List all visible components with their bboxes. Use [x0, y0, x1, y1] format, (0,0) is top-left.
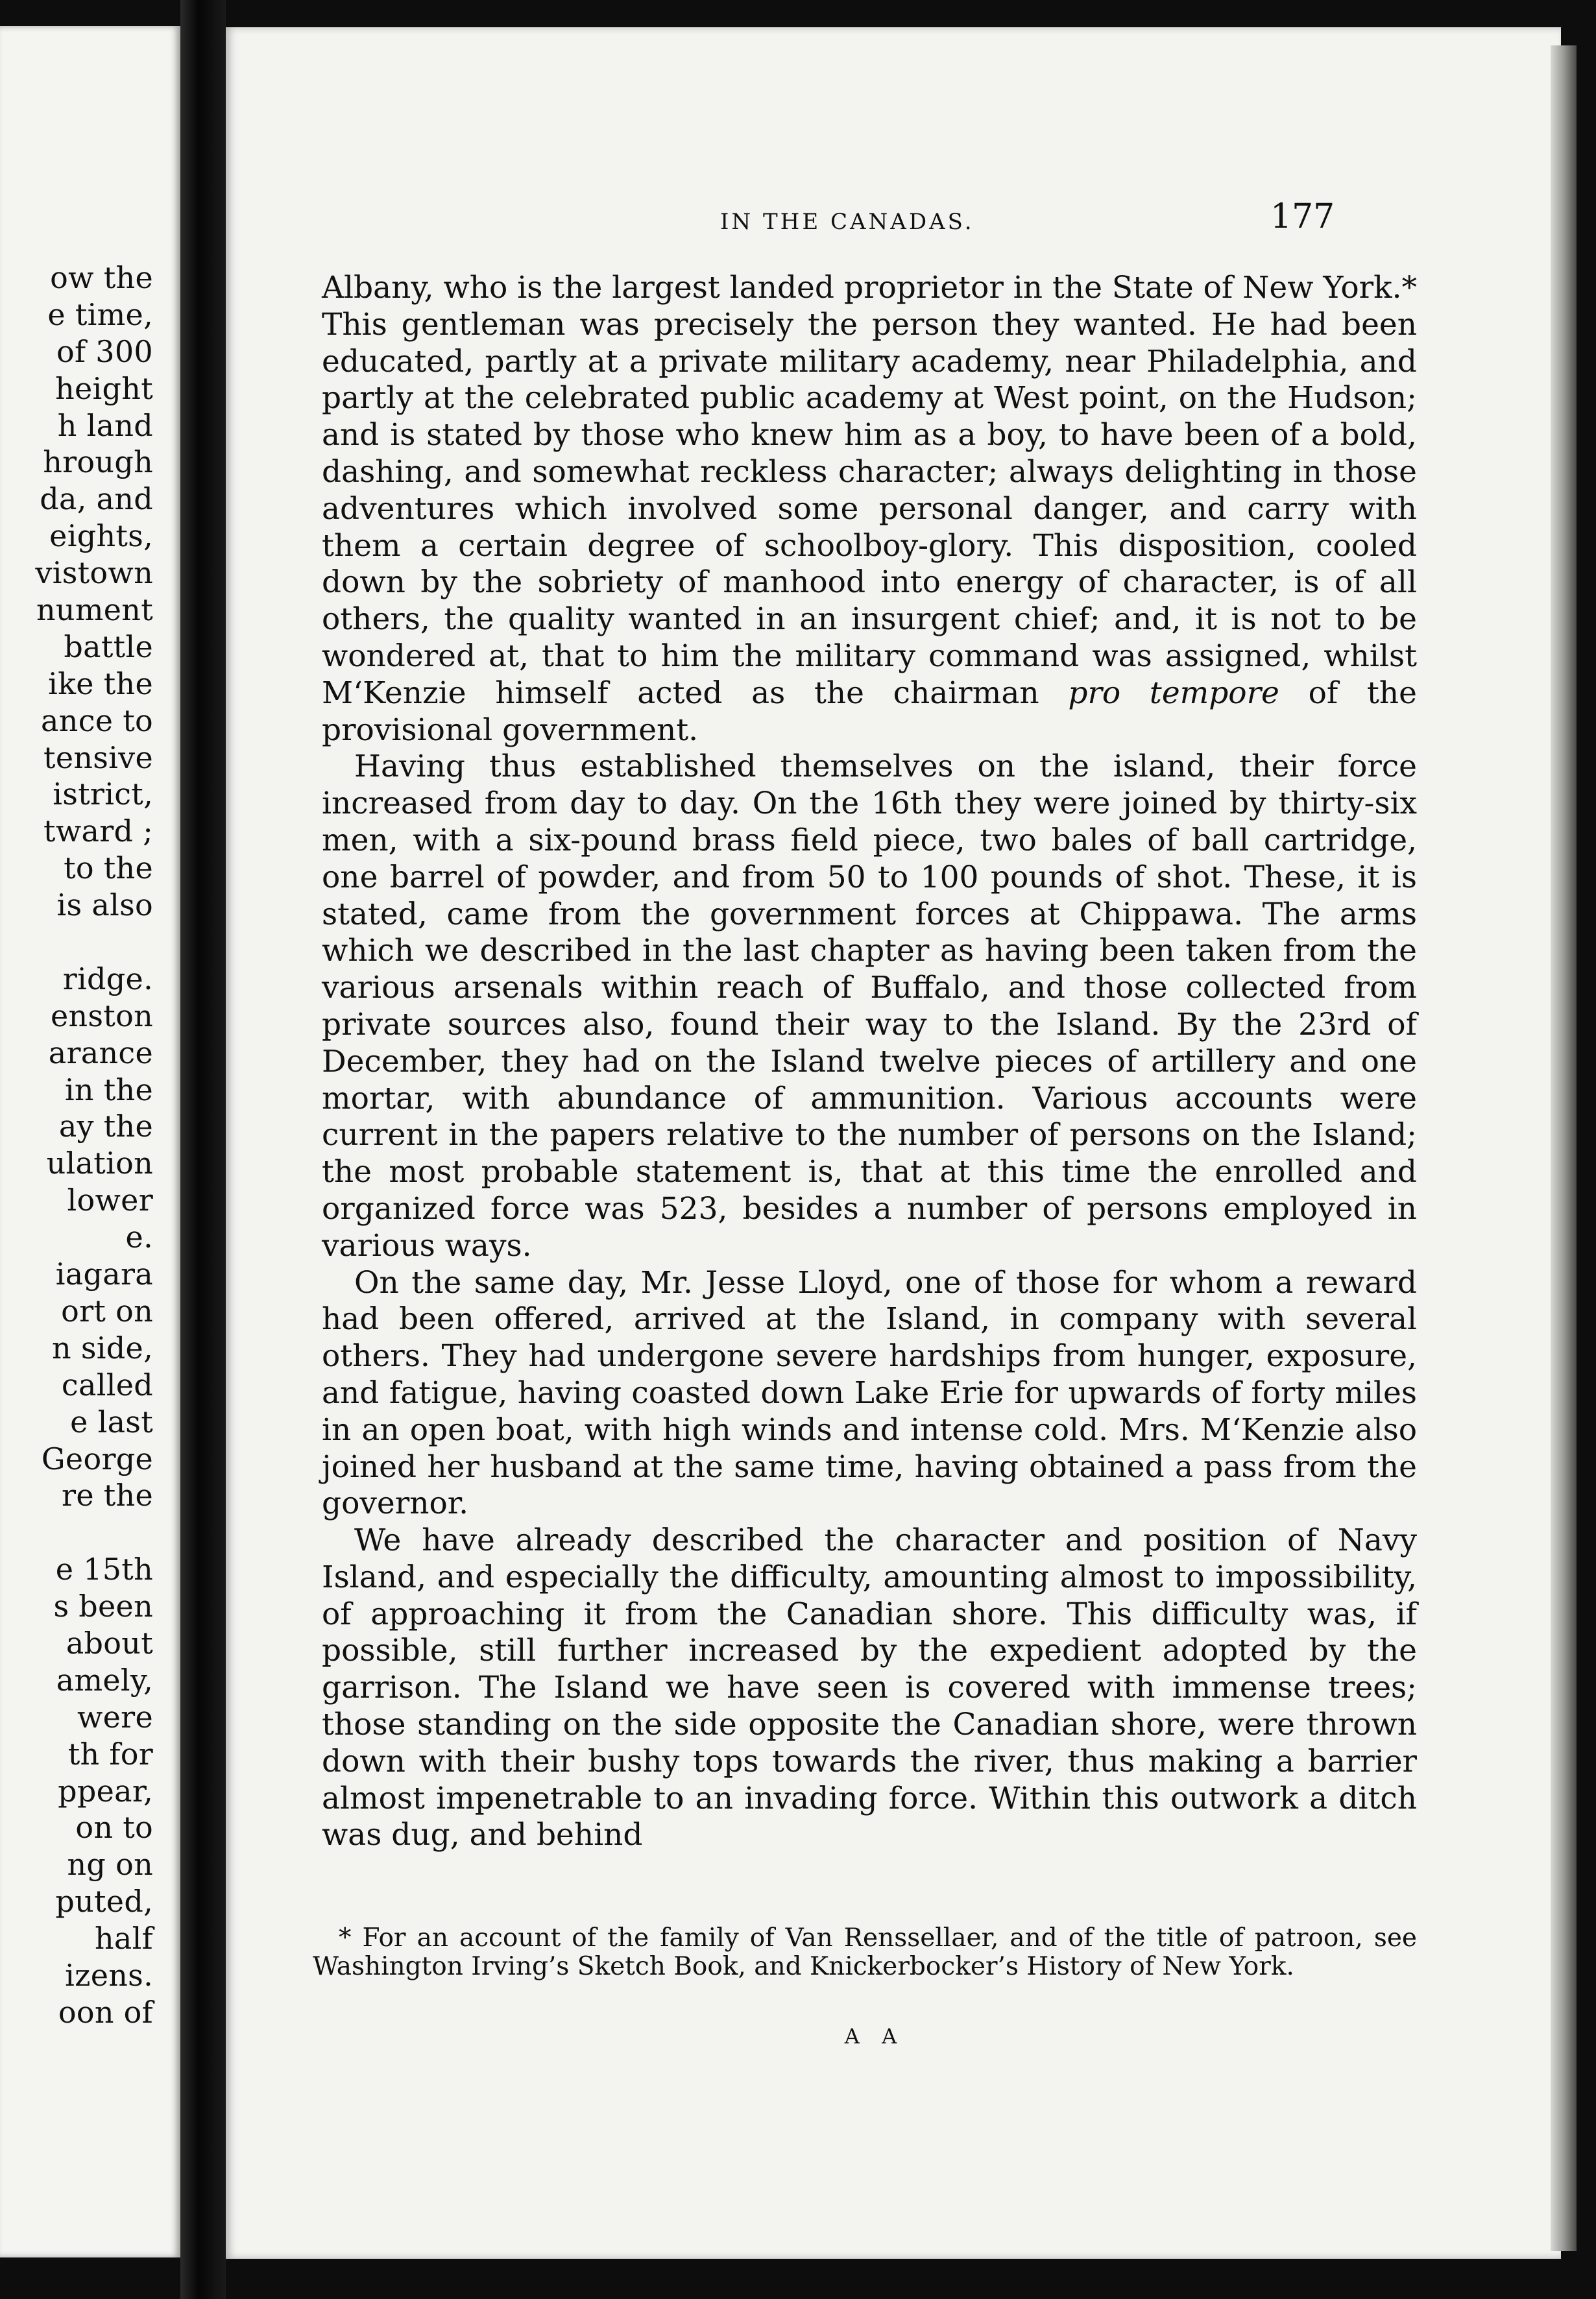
facing-page-line: ng on	[67, 1847, 153, 1883]
facing-page-line: battle	[64, 629, 153, 664]
facing-page-line: e 15th	[55, 1552, 153, 1587]
paragraph-1	[322, 270, 1417, 749]
facing-page-line	[35, 1514, 153, 1551]
facing-page-line: lower	[67, 1183, 153, 1218]
facing-page-line: oon of	[58, 1994, 153, 2030]
facing-page-line: on to	[75, 1810, 153, 1846]
facing-page-line: in the	[64, 1072, 153, 1107]
facing-page-line: tward ;	[43, 813, 153, 849]
page-edge	[1551, 45, 1577, 2251]
facing-page-line: is also	[56, 887, 153, 923]
facing-page-line: were	[77, 1699, 153, 1735]
facing-page-left	[0, 26, 180, 2257]
facing-page-line: re the	[62, 1478, 153, 1513]
facing-page-line: puted,	[55, 1884, 153, 1920]
facing-page-line: e last	[70, 1404, 153, 1439]
facing-page-line: ay the	[58, 1109, 153, 1144]
footnote: * For an account of the family of Van Renssellaer, and of the title of patroon, see Washington Irving’s Sketch Book, and Knickerbocker’s History of New York.	[313, 1923, 1417, 1981]
italic-phrase: pro tempore	[1068, 675, 1279, 711]
facing-page-line: istrict,	[53, 776, 153, 812]
facing-page-line: arance	[48, 1035, 153, 1070]
facing-page-line: George	[41, 1441, 153, 1476]
running-head	[226, 197, 1561, 243]
facing-page-line: iagara	[55, 1257, 153, 1292]
facing-page-line: vistown	[35, 555, 153, 591]
facing-page-line: of 300	[56, 333, 153, 369]
signature-mark: A A	[844, 2024, 905, 2049]
facing-page-line: eights,	[49, 518, 153, 554]
facing-page-line: half	[95, 1921, 153, 1956]
book-page	[226, 27, 1561, 2259]
facing-page-line: h land	[57, 407, 153, 443]
facing-page-line: ike the	[48, 666, 153, 701]
running-title: IN THE CANADAS.	[720, 209, 974, 235]
facing-page-line: ppear,	[58, 1773, 153, 1809]
facing-page-line: enston	[50, 998, 153, 1033]
body-text	[322, 270, 1417, 1854]
facing-page-line: nument	[36, 592, 153, 628]
facing-page-text	[35, 259, 153, 2031]
facing-page-line: da, and	[40, 481, 153, 517]
paragraph-2: Having thus established themselves on the island, their force increased from day to day. On the 16th they were joined by thirty-six men, with a six-pound brass field piece, two bales of ball cartridge, one barrel of powder, and from 50 to 100 pounds of shot. These, it is stated, came from the government forces at Chippawa. The arms which we described in the last chapter as having been taken from the various arsenals within reach of Buffalo, and those collected from private sources also, found their way to the Island. By the 23rd of December, they had on the Island twelve pieces of artillery and one mortar, with abundance of ammunition. Various accounts were current in the papers relative to the number of persons on the Island; the most probable statement is, that at this time the enrolled and organized force was 523, besides a number of persons employed in various ways.	[322, 749, 1417, 1264]
book-gutter	[180, 0, 226, 2299]
facing-page-line: tensive	[43, 740, 153, 775]
facing-page-line	[35, 924, 153, 961]
page-number: 177	[1270, 197, 1335, 236]
facing-page-line: called	[61, 1367, 153, 1402]
facing-page-line: ort on	[61, 1293, 153, 1329]
paragraph-4: We have already described the character and position of Navy Island, and especially the difficulty, amounting almost to impossibility, of approaching it from the Canadian shore. This difficulty was, if possible, still further increased by the expedient adopted by the garrison. The Island we have seen is covered with immense trees; those standing on the side opposite the Canadian shore, were thrown down with their bushy tops towards the river, thus making a barrier almost impenetrable to an invading force. Within this outwork a ditch was dug, and behind	[322, 1523, 1417, 1853]
paragraph-1-text: Albany, who is the largest landed proprietor in the State of New York.* This gentleman was precisely the person they wanted. He had been educated, partly at a private military academy, near Philadelphia, and partly at the celebrated public academy at West point, on the Hudson; and is stated by those who knew him as a boy, to have been of a bold, dashing, and somewhat reckless character; always delighting in those adventures which involved some personal danger, and carry with them a certain degree of schoolboy-glory. This disposition, cooled down by the sobriety of manhood into energy of character, is of all others, the quality wanted in an insurgent chief; and, it is not to be wondered at, that to him the military command was assigned, whilst M‘Kenzie himself acted as the chairman	[322, 270, 1418, 711]
paragraph-1-end: of the provisional government.	[322, 675, 1417, 748]
facing-page-line: ridge.	[62, 961, 153, 996]
facing-page-line: amely,	[56, 1662, 153, 1698]
facing-page-line: s been	[53, 1589, 153, 1624]
facing-page-line: n side,	[52, 1330, 153, 1366]
facing-page-line: to the	[64, 850, 153, 886]
facing-page-line: th for	[67, 1736, 153, 1772]
facing-page-line: e.	[125, 1220, 153, 1255]
facing-page-line: ulation	[46, 1146, 153, 1181]
facing-page-line: ow the	[50, 260, 153, 295]
facing-page-line: hrough	[43, 444, 153, 480]
facing-page-line: e time,	[47, 296, 153, 332]
facing-page-line: izens.	[65, 1957, 153, 1993]
paragraph-3: On the same day, Mr. Jesse Lloyd, one of those for whom a reward had been offered, arrived at the Island, in company with several others. They had undergone severe hardships from hunger, exposure, and fatigue, having coasted down Lake Erie for upwards of forty miles in an open boat, with high winds and intense cold. Mrs. M‘Kenzie also joined her husband at the same time, having obtained a pass from the governor.	[322, 1264, 1417, 1522]
facing-page-line: ance to	[41, 703, 153, 738]
facing-page-line: about	[66, 1625, 153, 1661]
facing-page-line: height	[55, 370, 153, 406]
